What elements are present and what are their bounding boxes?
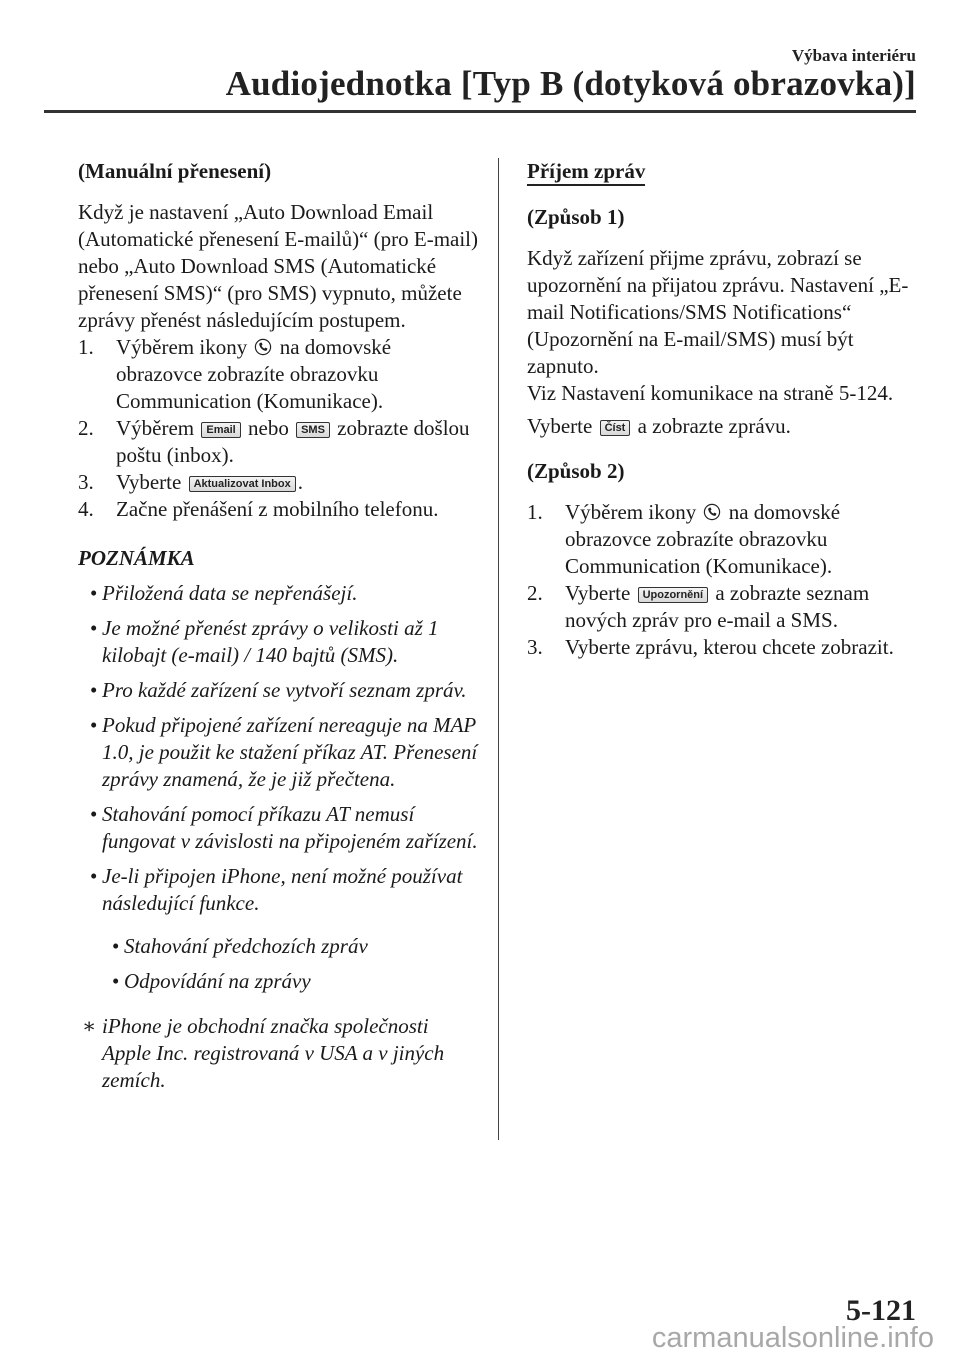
bullet-icon: • — [90, 616, 98, 640]
step-3 — [78, 469, 480, 496]
step-3 — [527, 634, 927, 661]
step-2 — [527, 580, 927, 634]
right-column — [527, 158, 927, 661]
footnote — [78, 1013, 480, 1094]
step-text: a zobrazte seznam nových zpráv pro e-mail a SMS. — [565, 581, 870, 632]
step-text: Výběrem ikony — [565, 500, 697, 524]
note-text: Stahování předchozích zpráv — [124, 934, 368, 958]
step-2 — [78, 415, 480, 469]
method-1-reference: Viz Nastavení komunikace na straně 5-124. — [527, 381, 894, 405]
header-rule — [44, 110, 916, 113]
method-1-heading: (Způsob 1) — [527, 205, 625, 229]
step-text: zobrazte došlou poštu (inbox). — [116, 416, 470, 467]
bullet-icon: • — [112, 934, 120, 958]
method-1-select — [527, 413, 927, 440]
manual-transfer-heading: (Manuální přenesení) — [78, 159, 272, 183]
note-text: Stahování pomocí příkazu AT nemusí fungovat v závislosti na připojeném zařízení. — [102, 802, 478, 853]
note-text: Přiložená data se nepřenášejí. — [102, 581, 358, 605]
step-text: na domovské obrazovce zobrazíte obrazovku Communication (Komunikace). — [116, 335, 392, 413]
bullet-icon: • — [112, 969, 120, 993]
note-list — [78, 580, 480, 1094]
step-text: Začne přenášení z mobilního telefonu. — [116, 497, 439, 521]
step-4 — [78, 496, 480, 523]
bullet-icon: • — [90, 802, 98, 826]
note-item — [78, 615, 480, 669]
method-2-heading: (Způsob 2) — [527, 459, 625, 483]
step-text: Vyberte zprávu, kterou chcete zobrazit. — [565, 635, 894, 659]
step-1 — [527, 499, 927, 580]
note-item — [78, 863, 480, 917]
bullet-icon: • — [90, 713, 98, 737]
email-button[interactable]: Email — [201, 422, 240, 438]
note-text: Pro každé zařízení se vytvoří seznam zpráv. — [102, 678, 467, 702]
read-button[interactable]: Číst — [600, 420, 631, 436]
chapter-title: Audiojednotka [Typ B (dotyková obrazovka)] — [225, 64, 916, 103]
phone-icon — [703, 501, 721, 519]
step-text: Výběrem — [116, 416, 195, 440]
notifications-button[interactable]: Upozornění — [638, 587, 709, 603]
left-column — [78, 158, 480, 1094]
phone-icon — [254, 336, 272, 354]
note-text: Je-li připojen iPhone, není možné používat následující funkce. — [102, 864, 463, 915]
update-inbox-button[interactable]: Aktualizovat Inbox — [189, 476, 296, 492]
step-text: na domovské obrazovce zobrazíte obrazovku Communication (Komunikace). — [565, 500, 841, 578]
step-number: 1. — [78, 335, 94, 359]
step-text: nebo — [248, 416, 289, 440]
step-number: 1. — [527, 500, 543, 524]
step-text: Vyberte — [527, 414, 593, 438]
note-item — [78, 712, 480, 793]
note-item — [78, 677, 480, 704]
manual-transfer-intro: Když je nastavení „Auto Download Email (Automatické přenesení E-mailů)“ (pro E-mail) nebo „Auto Download SMS (Automatické přenesení SMS)“ (pro SMS) vypnuto, můžete zprávy přenést následujícím postupem. — [78, 200, 479, 332]
sub-note-item — [78, 968, 480, 995]
step-number: 2. — [78, 416, 94, 440]
column-divider — [498, 158, 499, 1140]
note-item — [78, 580, 480, 607]
step-number: 3. — [78, 470, 94, 494]
note-text: Odpovídání na zprávy — [124, 969, 311, 993]
note-item — [78, 801, 480, 855]
step-number: 3. — [527, 635, 543, 659]
note-text: Je možné přenést zprávy o velikosti až 1 kilobajt (e-mail) / 140 bajtů (SMS). — [102, 616, 439, 667]
note-title: POZNÁMKA — [78, 546, 195, 570]
step-text: a zobrazte zprávu. — [637, 414, 791, 438]
asterisk-icon: ∗ — [82, 1014, 97, 1038]
receive-messages-heading: Příjem zpráv — [527, 159, 645, 186]
step-text: Vyberte — [116, 470, 182, 494]
note-text: Pokud připojené zařízení nereaguje na MAP 1.0, je použit ke stažení příkaz AT. Přenesení zprávy znamená, že je již přečtena. — [102, 713, 478, 791]
bullet-icon: • — [90, 581, 98, 605]
step-number: 4. — [78, 497, 94, 521]
step-text: Výběrem ikony — [116, 335, 248, 359]
footnote-text: iPhone je obchodní značka společnosti Apple Inc. registrovaná v USA a v jiných zemích. — [102, 1014, 445, 1092]
sms-button[interactable]: SMS — [296, 422, 330, 438]
step-1 — [78, 334, 480, 415]
method-1-text: Když zařízení přijme zprávu, zobrazí se upozornění na přijatou zprávu. Nastavení „E-mail Notifications/SMS Notifications“ (Upozornění na E-mail/SMS) musí být zapnuto. — [527, 246, 909, 378]
bullet-icon: • — [90, 678, 98, 702]
section-label: Výbava interiéru — [791, 46, 916, 65]
sub-note-item — [78, 933, 480, 960]
step-text: . — [297, 470, 303, 494]
step-number: 2. — [527, 581, 543, 605]
watermark: carmanualsonline.info — [651, 1322, 934, 1354]
page-number: 5-121 — [846, 1294, 916, 1327]
bullet-icon: • — [90, 864, 98, 888]
step-text: Vyberte — [565, 581, 631, 605]
